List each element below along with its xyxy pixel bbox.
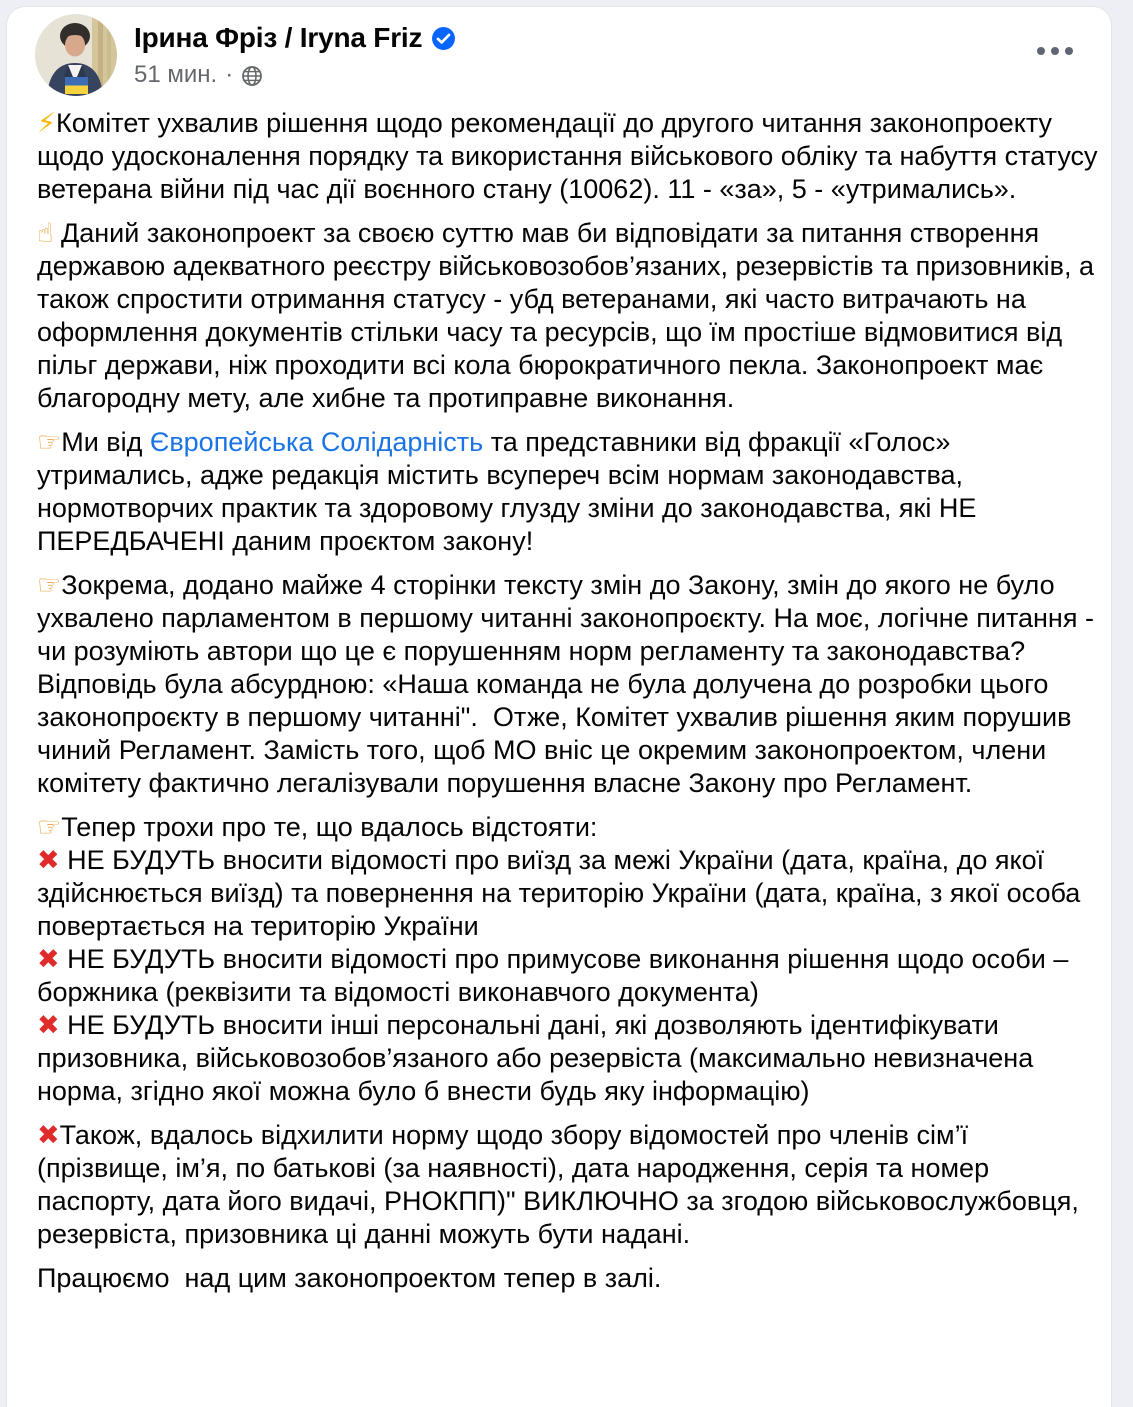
ellipsis-icon: [1037, 47, 1045, 55]
text-run: Ми від: [61, 427, 150, 457]
profile-photo[interactable]: [35, 14, 117, 96]
page-link[interactable]: Європейська Солідарність: [149, 427, 484, 457]
post-paragraph: [37, 107, 1106, 206]
text-run: Зокрема, додано майже 4 сторінки тексту змін до Закону, змін до якого не було ухвалено парламентом в першому читанні законопроєкту. На моє, логічне питання - чи розуміють автори що це є порушенням норм регламенту та законодавства? Відповідь була абсурдною: «Наша команда не була долучена до розробки цього законопроєкту в першому читанні". Отже, Комітет ухвалив рішення яким порушив чиний Регламент. Замість того, щоб МО вніс це окремим законопроектом, члени комітету фактично легалізували порушення власне Закону про Регламент.: [37, 570, 1102, 798]
index-pointing-right-emoji: ☞: [37, 570, 62, 601]
header-meta: [134, 14, 456, 89]
post-header: [7, 7, 1111, 96]
cross-mark-emoji: ✖: [37, 944, 60, 975]
ellipsis-icon: [1051, 47, 1059, 55]
index-pointing-right-emoji: ☞: [37, 812, 62, 843]
text-run: НЕ БУДУТЬ вносити відомості про примусове виконання рішення щодо особи – боржника (реквізити та відомості виконавчого документа): [37, 944, 1076, 1007]
timestamp[interactable]: 51 мин.: [134, 61, 218, 88]
post-paragraph: [37, 569, 1100, 800]
text-run: Даний законопроект за своєю суттю мав би відповідати за питання створення державою адекватного реєстру військовозобов’язаних, резервістів та призовників, а також спростити отримання статусу - убд ветеранами, які часто витрачають на оформлення документів стільки часу та ресурсів, що їм простіше відмовитися від пільг держави, ніж проходити всі кола бюрократичного пекла. Законопроект має благородну мету, але хибне та протиправне виконання.: [37, 218, 1102, 413]
post-body: [7, 107, 1120, 1336]
text-run: Працюємо над цим законопроектом тепер в залі.: [37, 1263, 662, 1293]
post-paragraph: [37, 426, 1100, 558]
cross-mark-emoji: ✖: [37, 1120, 60, 1151]
text-run: та представники від фракції «Голос» утримались, адже редакція містить всупереч всім нормам законодавства, нормотворчих практик та здоровому глузду зміни до законодавства, які НЕ ПЕРЕДБАЧЕНІ даним проєктом закону!: [37, 427, 984, 556]
post-paragraph: [37, 217, 1100, 415]
globe-public-icon: [241, 65, 263, 87]
text-run: Комітет ухвалив рішення щодо рекомендації до другого читання законопроекту щодо удосконалення порядку та використання військового обліку та набуття статусу ветерана війни під час дії воєнного стану (10062). 11 - «за», 5 - «утримались».: [37, 108, 1106, 204]
profile-photo-image: [35, 14, 117, 96]
separator-dot: ·: [225, 61, 234, 88]
post-paragraph: [37, 1262, 1100, 1295]
text-run: Тепер трохи про те, що вдалось відстояти:: [61, 812, 598, 842]
post-paragraph: [37, 811, 1100, 1108]
post-card: [7, 7, 1111, 1407]
text-run: Також, вдалось відхилити норму щодо збору відомостей про членів сім’ї (прізвище, ім’я, по батькові (за наявності), дата народження, серія та номер паспорту, дата його видачі, РНОКПП)" ВИКЛЮЧНО за згодою військовослужбовця, резервіста, призовника ці данні можуть бути надані.: [37, 1120, 1087, 1249]
cross-mark-emoji: ✖: [37, 845, 60, 876]
post-paragraph: [37, 1119, 1100, 1251]
text-run: НЕ БУДУТЬ вносити відомості про виїзд за межі України (дата, країна, до якої здійснюється виїзд) та повернення на територію України (дата, країна, з якої особа повертається на територію України: [37, 845, 1088, 941]
text-run: НЕ БУДУТЬ вносити інші персональні дані, які дозволяють ідентифікувати призовника, військовозобов’язаного або резервіста (максимально невизначена норма, згідно якої можна було б внести будь яку інформацію): [37, 1010, 1041, 1106]
author-name[interactable]: Ірина Фріз / Iryna Friz: [134, 22, 423, 53]
ellipsis-icon: [1065, 47, 1073, 55]
index-pointing-right-emoji: ☞: [37, 427, 62, 458]
high-voltage-emoji: ⚡: [37, 108, 56, 139]
verified-badge-icon: [431, 26, 456, 51]
more-options-button[interactable]: [1029, 39, 1081, 63]
cross-mark-emoji: ✖: [37, 1010, 60, 1041]
index-pointing-up-emoji: ☝: [37, 218, 54, 249]
